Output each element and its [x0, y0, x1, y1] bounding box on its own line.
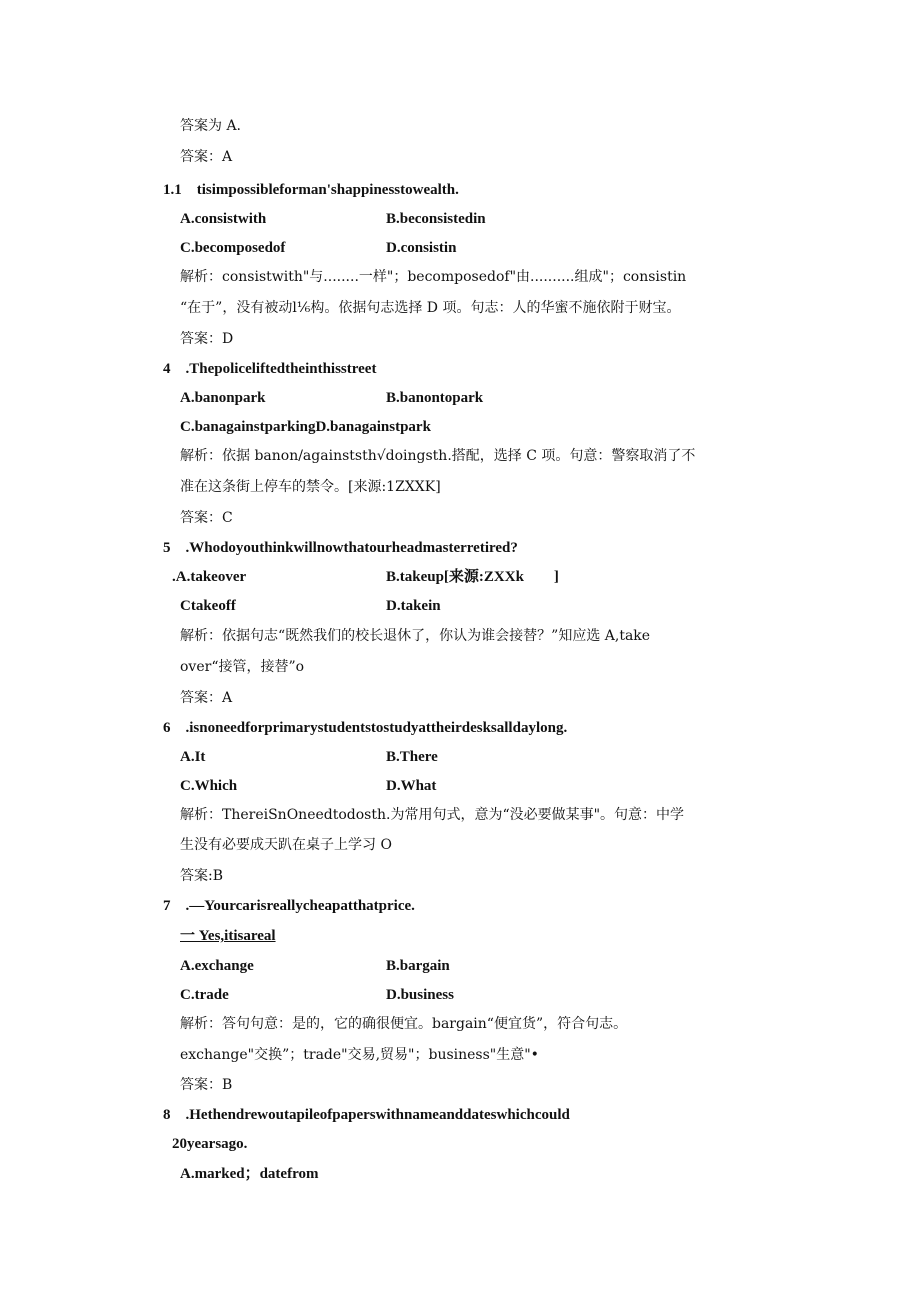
option-a: A.It [180, 749, 206, 765]
option-d: D.consistin [386, 240, 457, 256]
explanation-line: 解析：consistwith"与........一样"；becomposedof"由..........组成"；consistin [180, 269, 687, 285]
question-7-stem: 7 .—Yourcarisreallycheapatthatprice. [163, 898, 415, 914]
explanation-line: over“接管，接替”o [180, 659, 305, 675]
answer-line: 答案：B [180, 1077, 233, 1093]
explanation-line: “在于”，没有被动l⅙构。依据句志选择 D 项。句志：人的华蜜不施依附于财宝。 [180, 300, 681, 316]
option-a: .A.takeover [172, 569, 247, 585]
option-b: B.There [386, 749, 438, 765]
option-b: B.takeup[来源:ZXXk ] [386, 569, 559, 585]
explanation-line: 生没有必要成天趴在桌子上学习 O [180, 837, 392, 853]
question-6-stem: 6 .isnoneedforprimarystudentstostudyattheirdesksalldaylong. [163, 720, 568, 736]
option-c: C.trade [180, 987, 229, 1003]
option-d: D.business [386, 987, 454, 1003]
option-d: D.What [386, 778, 437, 794]
option-d: D.takein [386, 598, 441, 614]
option-a: A.consistwith [180, 211, 267, 227]
question-4-stem: 4 .Thepoliceliftedtheinthisstreet [163, 361, 377, 377]
question-3-stem: 1.1 tisimpossibleforman'shappinesstowealth. [163, 182, 459, 198]
option-c: Ctakeoff [180, 598, 236, 614]
explanation-line: 解析：答句句意：是的，它的确很便宜。bargain“便宜货”，符合句志。 [180, 1016, 628, 1032]
answer-line: 答案:B [180, 868, 224, 884]
question-5-stem: 5 .Whodoyouthinkwillnowthatourheadmasterretired? [163, 540, 518, 556]
option-c: C.Which [180, 778, 238, 794]
explanation-line: 准在这条街上停车的禁令。[来源:1ZXXK] [180, 479, 441, 495]
option-c: C.becomposedof [180, 240, 286, 256]
answer-line: 答案：C [180, 510, 233, 526]
question-7-reply: 一 Yes,itisareal [180, 928, 276, 944]
explanation-line: 解析：ThereiSnOneedtodosth.为常用句式，意为“没必要做某事"。句意：中学 [180, 807, 685, 823]
answer-line: 答案：D [180, 331, 234, 347]
explanation-line: exchange"交换”；trade"交易,贸易"；business"生意"• [180, 1047, 539, 1063]
option-a: A.banonpark [180, 390, 266, 406]
question-8-stem: 8 .Hethendrewoutapileofpaperswithnameanddateswhichcould [163, 1107, 570, 1123]
explanation-line: 解析：依据 banon/againststh√doingsth.搭配，选择 C 项。句意：警察取消了不 [180, 448, 696, 464]
question-8-stem-cont: 20yearsago. [172, 1136, 248, 1152]
option-b: B.beconsistedin [386, 211, 486, 227]
option-a: A.marked；datefrom [180, 1166, 319, 1182]
answer-line: 答案：A [180, 690, 233, 706]
option-c-d: C.banagainstparkingD.banagainstpark [180, 419, 431, 435]
option-b: B.bargain [386, 958, 450, 974]
option-a: A.exchange [180, 958, 254, 974]
answer-line: 答案为 A. [180, 118, 242, 134]
answer-line: 答案：A [180, 149, 233, 165]
explanation-line: 解析：依据句志“既然我们的校长退休了，你认为谁会接替？”知应选 A,take [180, 628, 651, 644]
option-b: B.banontopark [386, 390, 484, 406]
